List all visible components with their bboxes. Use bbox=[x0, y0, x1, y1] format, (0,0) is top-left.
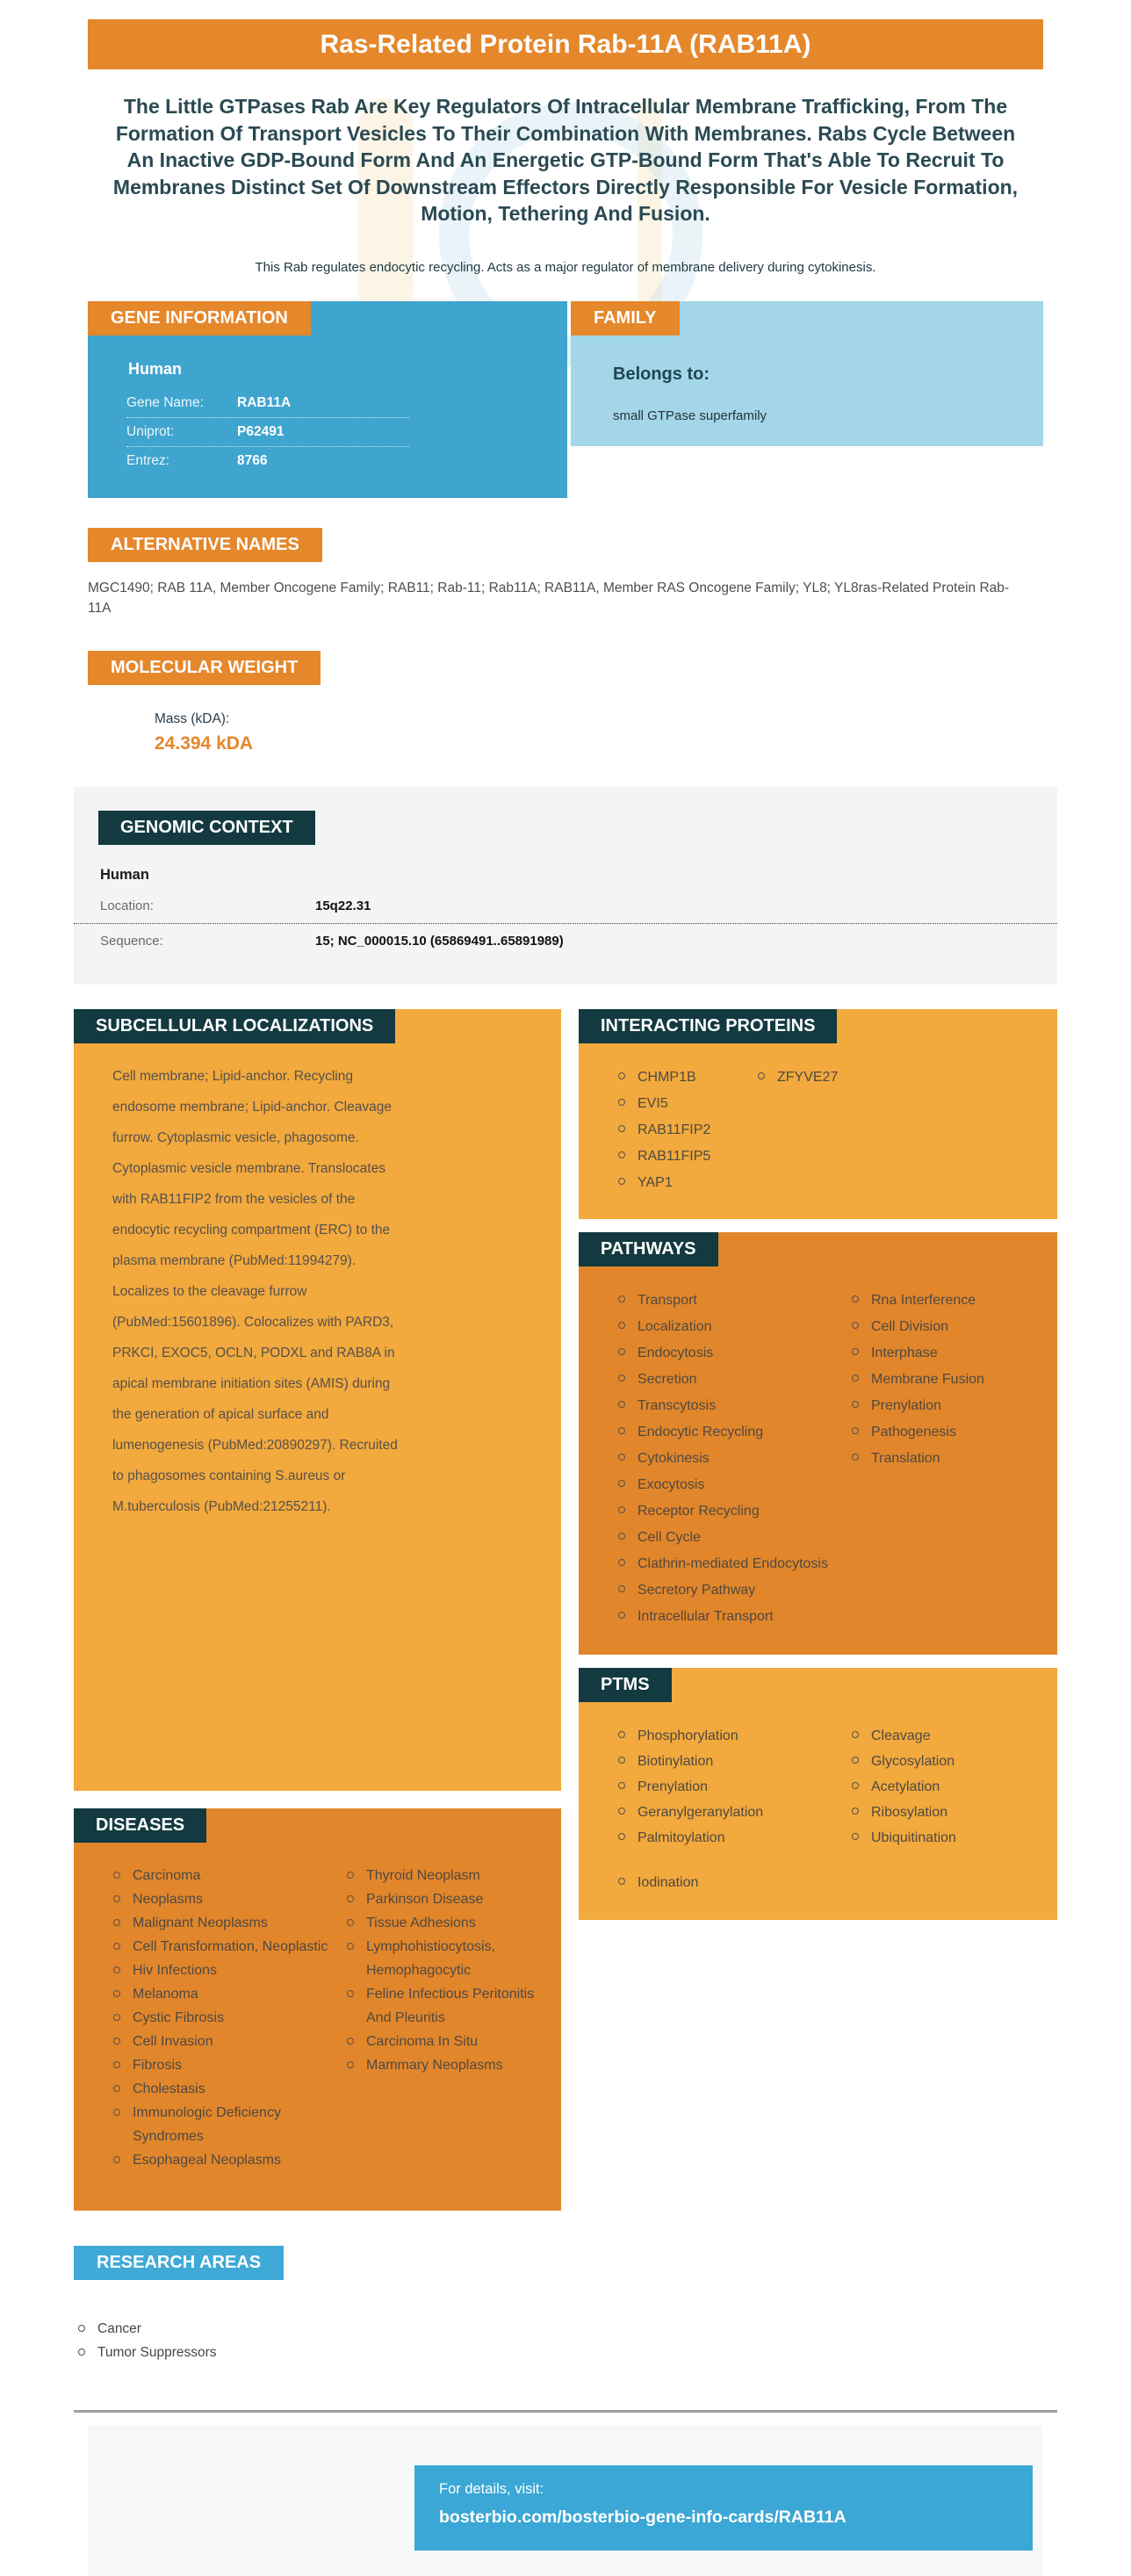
subcellular-localizations-header: SUBCELLULAR LOCALIZATIONS bbox=[74, 1009, 395, 1043]
ptm-item: Ubiquitination bbox=[847, 1825, 1057, 1851]
research-areas-header: RESEARCH AREAS bbox=[74, 2246, 284, 2280]
ptm-item: Cleavage bbox=[847, 1723, 1057, 1749]
pathway-item: Interphase bbox=[847, 1340, 1057, 1367]
gene-information-header: GENE INFORMATION bbox=[88, 301, 311, 336]
protein-item: ZFYVE27 bbox=[753, 1064, 1057, 1091]
gene-row bbox=[126, 389, 409, 418]
left-column bbox=[74, 1009, 561, 2211]
intro-summary: This Rab regulates endocytic recycling. Acts as a major regulator of membrane delivery during cytokinesis. bbox=[255, 259, 876, 275]
disease-item: Mammary Neoplasms bbox=[342, 2053, 561, 2077]
family-value: small GTPase superfamily bbox=[613, 408, 767, 423]
mass-label: Mass (kDA): bbox=[155, 711, 230, 727]
sequence-label: Sequence: bbox=[100, 934, 163, 949]
family-belongs-label: Belongs to: bbox=[613, 364, 710, 384]
protein-item: CHMP1B bbox=[614, 1064, 748, 1091]
pathway-item: Endocytic Recycling bbox=[614, 1419, 842, 1446]
pathway-item: Secretory Pathway bbox=[614, 1577, 842, 1604]
research-areas-section bbox=[74, 2246, 1131, 2280]
disease-item: Neoplasms bbox=[109, 1887, 337, 1911]
alternative-names-text: MGC1490; RAB 11A, Member Oncogene Family; RAB11; Rab-11; Rab11A; RAB11A, Member RAS Oncogene Family; YL8; YL8ras-Related Protein Rab-11A bbox=[88, 580, 1010, 617]
ptm-item: Ribosylation bbox=[847, 1800, 1057, 1825]
disease-item: Feline Infectious Peritonitis And Pleuritis bbox=[342, 1982, 561, 2030]
ptms-header: PTMS bbox=[579, 1668, 672, 1702]
protein-item: YAP1 bbox=[614, 1170, 748, 1196]
ptm-item: Glycosylation bbox=[847, 1749, 1057, 1774]
entrez-label: Entrez: bbox=[126, 452, 170, 468]
genomic-row bbox=[74, 889, 1057, 924]
disease-item: Fibrosis bbox=[109, 2053, 337, 2077]
molecular-weight-header: MOLECULAR WEIGHT bbox=[88, 651, 321, 685]
gene-row bbox=[126, 447, 409, 475]
pathway-item: Localization bbox=[614, 1314, 842, 1340]
ptm-item: Geranylgeranylation bbox=[614, 1800, 842, 1825]
uniprot-value: P62491 bbox=[237, 423, 285, 439]
disease-item: Esophageal Neoplasms bbox=[109, 2148, 337, 2172]
diseases-list-col2 bbox=[337, 1864, 561, 2077]
subcellular-localizations-text: Cell membrane; Lipid-anchor. Recycling endosome membrane; Lipid-anchor. Cleavage furrow. Cytoplasmic vesicle, phagosome. Cytoplasmic vesicle membrane. Translocates with RAB11FIP2 from the vesicles of the endocytic recycling compartment (ERC) to the plasma membrane (PubMed:11994279). Localizes to the cleavage furrow (PubMed:15601896). Colocalizes with PARD3, PRKCI, EXOC5, OCLN, PODXL and RAB8A in apical membrane initiation sites (AMIS) during the generation of apical surface and lumenogenesis (PubMed:20890297). Recruited to phagosomes containing S.aureus or M.tuberculosis (PubMed:21255211). bbox=[112, 1069, 398, 1515]
gene-family-row bbox=[88, 301, 1043, 498]
disease-item: Cell Transformation, Neoplastic bbox=[109, 1935, 337, 1959]
pathway-item: Translation bbox=[847, 1446, 1057, 1472]
disease-item: Cystic Fibrosis bbox=[109, 2006, 337, 2030]
location-value: 15q22.31 bbox=[315, 898, 371, 914]
gene-row bbox=[126, 418, 409, 447]
pathway-item: Transport bbox=[614, 1288, 842, 1314]
intro-heading: The Little GTPases Rab Are Key Regulators Of Intracellular Membrane Trafficking, From The Formation Of Transport Vesicles To Their Combination With Membranes. Rabs Cycle Between An Inactive GDP-Bound Form And An Energetic GTP-Bound Form That's Able To Recruit To Membranes Distinct Set Of Downstream Effectors Directly Responsible For Vesicle Formation, Motion, Tethering And Fusion. bbox=[112, 95, 1019, 226]
pathway-item: Clathrin-mediated Endocytosis bbox=[614, 1551, 842, 1577]
pathway-item: Membrane Fusion bbox=[847, 1367, 1057, 1393]
right-column bbox=[579, 1009, 1057, 1920]
pathway-item: Cell Cycle bbox=[614, 1525, 842, 1551]
family-header: FAMILY bbox=[571, 301, 680, 336]
gene-species: Human bbox=[128, 359, 183, 378]
pathway-item: Receptor Recycling bbox=[614, 1498, 842, 1525]
pathway-item: Exocytosis bbox=[614, 1472, 842, 1498]
page-title: Ras-Related Protein Rab-11A (RAB11A) bbox=[88, 19, 1043, 69]
pathway-item: Cytokinesis bbox=[614, 1446, 842, 1472]
footer-link-box bbox=[414, 2465, 1033, 2551]
gene-information-panel bbox=[88, 301, 567, 498]
diseases-column-1 bbox=[74, 1843, 337, 2172]
genomic-species: Human bbox=[100, 867, 149, 884]
protein-item: RAB11FIP2 bbox=[614, 1117, 748, 1144]
genomic-context-panel bbox=[74, 787, 1057, 985]
ptm-item: Phosphorylation bbox=[614, 1723, 842, 1749]
disease-item: Carcinoma In Situ bbox=[342, 2030, 561, 2053]
interacting-proteins-panel bbox=[579, 1009, 1057, 1219]
ptms-list-col2 bbox=[842, 1723, 1057, 1851]
pathways-header: PATHWAYS bbox=[579, 1232, 718, 1266]
ptm-item: Iodination bbox=[614, 1870, 842, 1895]
pathway-item: Rna Interference bbox=[847, 1288, 1057, 1314]
disease-item: Carcinoma bbox=[109, 1864, 337, 1887]
disease-item: Immunologic Deficiency Syndromes bbox=[109, 2101, 337, 2148]
disease-item: Tissue Adhesions bbox=[342, 1911, 561, 1935]
entrez-value: 8766 bbox=[237, 452, 268, 468]
location-label: Location: bbox=[100, 898, 154, 914]
pathways-list-col1 bbox=[579, 1288, 842, 1630]
disease-item: Hiv Infections bbox=[109, 1959, 337, 1982]
pathway-item: Cell Division bbox=[847, 1314, 1057, 1340]
ptms-column-1 bbox=[579, 1702, 842, 1895]
mass-value: 24.394 kDA bbox=[155, 733, 254, 754]
footer-panel bbox=[88, 2425, 1043, 2576]
ptms-column-2 bbox=[842, 1702, 1057, 1895]
ptm-item: Acetylation bbox=[847, 1774, 1057, 1800]
family-panel bbox=[571, 301, 1043, 446]
diseases-list-col1 bbox=[74, 1864, 337, 2172]
disease-item: Malignant Neoplasms bbox=[109, 1911, 337, 1935]
pathway-item: Secretion bbox=[614, 1367, 842, 1393]
pathway-item: Transcytosis bbox=[614, 1393, 842, 1419]
disease-item: Cholestasis bbox=[109, 2077, 337, 2101]
diseases-header: DISEASES bbox=[74, 1808, 206, 1843]
pathway-item: Intracellular Transport bbox=[614, 1604, 842, 1630]
genomic-context-header: GENOMIC CONTEXT bbox=[98, 811, 315, 845]
footer-visit-label: For details, visit: bbox=[439, 2481, 544, 2498]
gene-name-label: Gene Name: bbox=[126, 394, 204, 410]
interacting-proteins-list-col2 bbox=[748, 1064, 1057, 1091]
disease-item: Cell Invasion bbox=[109, 2030, 337, 2053]
pathways-column-1 bbox=[579, 1266, 842, 1630]
sequence-value: 15; NC_000015.10 (65869491..65891989) bbox=[315, 934, 564, 949]
disease-item: Melanoma bbox=[109, 1982, 337, 2006]
subcellular-localizations-panel bbox=[74, 1009, 561, 1791]
molecular-weight-section bbox=[88, 651, 1131, 685]
gene-name-value: RAB11A bbox=[237, 394, 292, 410]
disease-item: Parkinson Disease bbox=[342, 1887, 561, 1911]
diseases-column-2 bbox=[337, 1843, 561, 2172]
research-area-item: Tumor Suppressors bbox=[74, 2341, 1131, 2364]
research-areas-list bbox=[74, 2317, 1131, 2364]
ptm-item: Palmitoylation bbox=[614, 1825, 842, 1851]
uniprot-label: Uniprot: bbox=[126, 423, 175, 439]
two-column-section bbox=[74, 1009, 1057, 2211]
interacting-proteins-header: INTERACTING PROTEINS bbox=[579, 1009, 837, 1043]
genomic-row bbox=[74, 924, 1057, 958]
ptms-list-col1-extra bbox=[579, 1870, 842, 1895]
footer-divider bbox=[74, 2410, 1057, 2413]
pathways-panel bbox=[579, 1232, 1057, 1655]
interacting-proteins-column-2 bbox=[748, 1043, 1057, 1196]
ptm-item: Prenylation bbox=[614, 1774, 842, 1800]
pathway-item: Endocytosis bbox=[614, 1340, 842, 1367]
interacting-proteins-column-1 bbox=[579, 1043, 748, 1196]
pathways-list-col2 bbox=[842, 1288, 1057, 1472]
research-area-item: Cancer bbox=[74, 2317, 1131, 2341]
alternative-names-header: ALTERNATIVE NAMES bbox=[88, 528, 322, 562]
disease-item: Thyroid Neoplasm bbox=[342, 1864, 561, 1887]
ptms-list-col1 bbox=[579, 1723, 842, 1851]
alternative-names-section bbox=[88, 528, 1131, 562]
footer-url-link[interactable]: bosterbio.com/bosterbio-gene-info-cards/RAB11A bbox=[439, 2507, 846, 2528]
diseases-panel bbox=[74, 1808, 561, 2211]
pathway-item: Prenylation bbox=[847, 1393, 1057, 1419]
ptms-panel bbox=[579, 1668, 1057, 1920]
protein-item: RAB11FIP5 bbox=[614, 1144, 748, 1170]
ptm-item: Biotinylation bbox=[614, 1749, 842, 1774]
pathways-column-2 bbox=[842, 1266, 1057, 1630]
disease-item: Lymphohistiocytosis, Hemophagocytic bbox=[342, 1935, 561, 1982]
protein-item: EVI5 bbox=[614, 1091, 748, 1117]
interacting-proteins-list-col1 bbox=[579, 1064, 748, 1196]
gene-rows bbox=[126, 389, 409, 475]
gene-info-card-page bbox=[0, 19, 1131, 2528]
pathway-item: Pathogenesis bbox=[847, 1419, 1057, 1446]
